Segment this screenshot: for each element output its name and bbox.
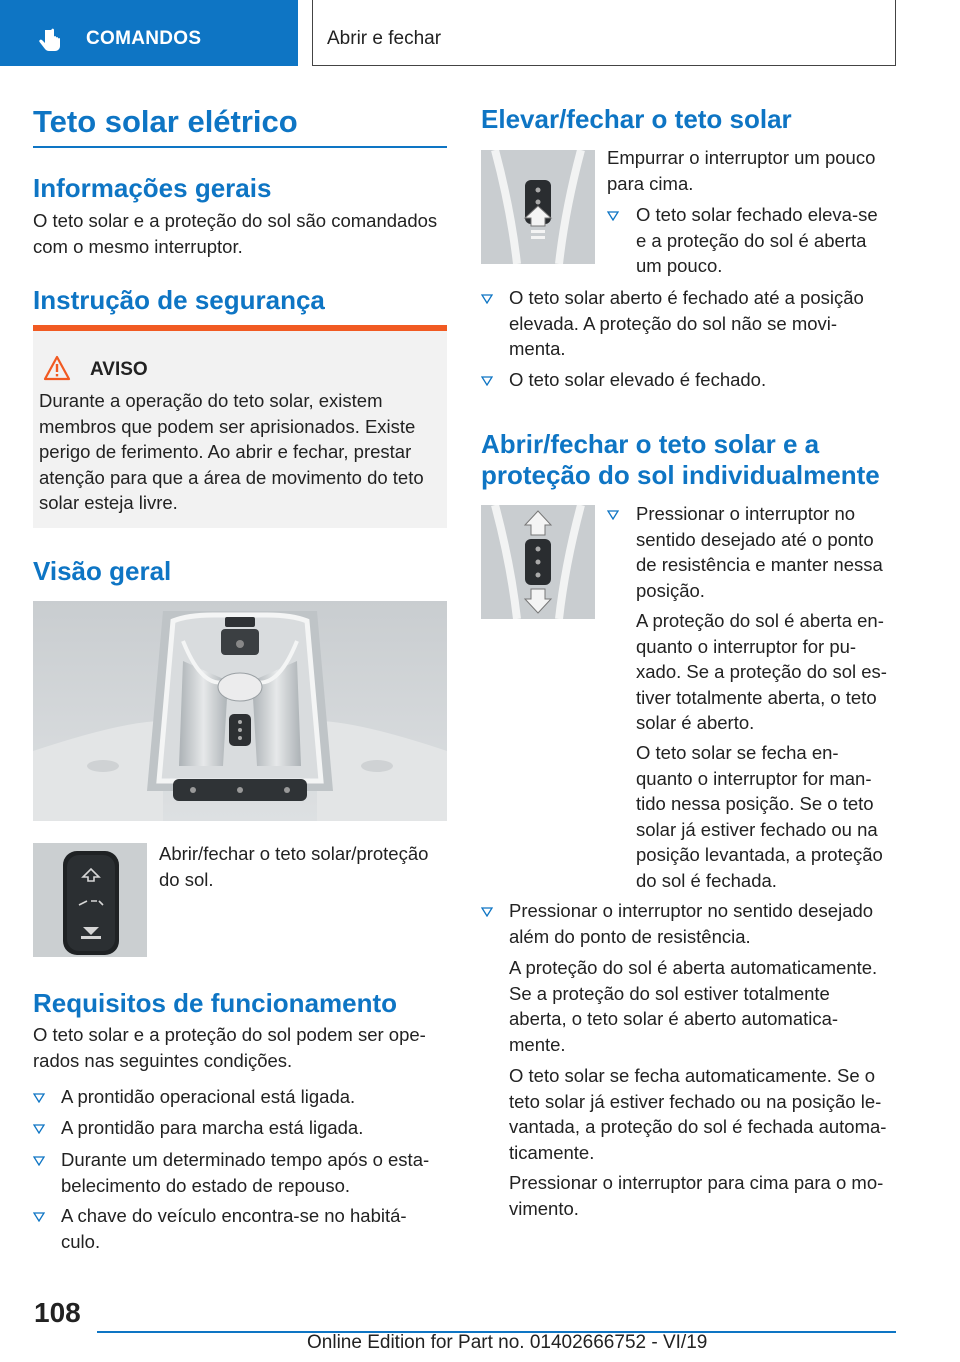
raise-intro-line: Empurrar o interruptor um pouco — [607, 147, 876, 168]
individual-paragraph-line: teto solar já estiver fechado ou na posição le- — [509, 1090, 882, 1112]
requirement-item — [33, 1084, 453, 1110]
individual-paragraph-line: mente. — [509, 1033, 566, 1055]
individual-paragraph-line: A proteção do sol é aberta en- — [636, 610, 884, 631]
individual-item — [607, 501, 897, 603]
individual-paragraph-line: quanto o interruptor for pu- — [636, 635, 857, 657]
individual-paragraph-line: O teto solar se fecha automaticamente. Se o — [509, 1065, 876, 1086]
switch-caption — [159, 841, 449, 892]
edition-text: Online Edition for Part no. 01402666752 - VI/19 — [307, 1332, 708, 1353]
individual-paragraph-line: solar já estiver fechado ou na — [636, 818, 878, 840]
section-tab-label: COMANDOS — [86, 28, 202, 49]
individual-paragraph-line: solar é aberto. — [636, 712, 755, 733]
individual-paragraph — [509, 1063, 909, 1165]
requirement-text: belecimento do estado de repouso. — [61, 1174, 351, 1196]
bullet-triangle-icon — [33, 1156, 45, 1166]
overview-heading: Visão geral — [33, 556, 172, 586]
warning-title: AVISO — [90, 359, 148, 380]
individual-paragraph-line: do sol é fechada. — [636, 869, 777, 891]
bullet-triangle-icon — [607, 510, 619, 520]
bullet-triangle-icon — [33, 1093, 45, 1103]
warning-text — [39, 388, 439, 516]
individual-paragraph — [636, 608, 898, 736]
individual-paragraph-line: quanto o interruptor for man- — [636, 767, 872, 789]
roof-switch-illustration — [33, 843, 147, 957]
raise-item-text: O teto solar fechado eleva-se — [636, 204, 878, 225]
raise-item — [481, 285, 901, 362]
bullet-triangle-icon — [33, 1124, 45, 1134]
raise-item-text: O teto solar elevado é fechado. — [509, 369, 767, 390]
individual-paragraph-line: tido nessa posição. Se o teto — [636, 793, 874, 814]
overhead-console-illustration — [33, 601, 447, 821]
requirement-text: Durante um determinado tempo após o esta- — [61, 1149, 430, 1170]
requirement-item — [33, 1203, 453, 1254]
individual-item-text: posição. — [636, 579, 705, 601]
individual-paragraph-line: xado. Se a proteção do sol es- — [636, 661, 887, 682]
individual-paragraph-line: ticamente. — [509, 1141, 595, 1163]
individual-switch-illustration — [481, 505, 595, 619]
individual-item-text: além do ponto de resistência. — [509, 925, 751, 947]
switch-caption-line: Abrir/fechar o teto solar/proteção — [159, 843, 429, 864]
chapter-header — [312, 0, 896, 66]
requirement-item — [33, 1115, 453, 1141]
warning-triangle-icon — [43, 355, 71, 381]
individual-paragraph — [509, 1170, 909, 1221]
info-text — [33, 208, 453, 259]
individual-item-text: Pressionar o interruptor no sentido desejado — [509, 900, 874, 921]
raise-item-text: elevada. A proteção do sol não se movi- — [509, 312, 838, 334]
warning-line: atenção para que a área de movimento do teto — [39, 466, 424, 488]
title-rule — [33, 146, 447, 148]
raise-heading: Elevar/fechar o teto solar — [481, 104, 792, 134]
warning-line: Durante a operação do teto solar, existem — [39, 390, 383, 411]
individual-paragraph-line: aberta, o teto solar é aberto automatica- — [509, 1008, 839, 1029]
bullet-triangle-icon — [481, 907, 493, 917]
requirement-text: A prontidão para marcha está ligada. — [61, 1117, 364, 1138]
page-number: 108 — [34, 1297, 81, 1328]
individual-paragraph-line: tiver totalmente aberta, o teto — [636, 686, 877, 708]
individual-item — [481, 898, 901, 949]
warning-line: solar esteja livre. — [39, 492, 178, 513]
requirement-text: culo. — [61, 1230, 101, 1252]
individual-item-text: Pressionar o interruptor no — [636, 503, 856, 524]
section-tab[interactable] — [0, 0, 298, 66]
raise-intro — [607, 145, 897, 196]
chapter-title: Abrir e fechar — [327, 28, 442, 49]
overhead-console-image — [33, 601, 447, 821]
switch-caption-line: do sol. — [159, 868, 214, 890]
raise-switch-image — [481, 150, 595, 264]
individual-paragraph-line: Se a proteção do sol estiver totalmente — [509, 982, 830, 1004]
individual-paragraph-line: vimento. — [509, 1197, 579, 1219]
info-heading: Informações gerais — [33, 173, 272, 203]
raise-item-text: e a proteção do sol é aberta — [636, 229, 867, 251]
requirements-line: O teto solar e a proteção do sol podem ser ope- — [33, 1024, 426, 1045]
bullet-triangle-icon — [481, 294, 493, 304]
requirement-text: A prontidão operacional está ligada. — [61, 1086, 356, 1107]
raise-item-text: menta. — [509, 338, 566, 359]
safety-heading: Instrução de segurança — [33, 285, 325, 315]
bullet-triangle-icon — [33, 1212, 45, 1222]
raise-item — [607, 202, 897, 279]
bullet-triangle-icon — [607, 211, 619, 221]
individual-paragraph-line: O teto solar se fecha en- — [636, 742, 839, 763]
individual-paragraph-line: Pressionar o interruptor para cima para o mo- — [509, 1172, 884, 1193]
requirement-item — [33, 1147, 453, 1198]
warning-box — [33, 325, 447, 528]
requirements-line: rados nas seguintes condições. — [33, 1049, 293, 1071]
warning-line: perigo de ferimento. Ao abrir e fechar, prestar — [39, 441, 412, 462]
individual-heading-line: Abrir/fechar o teto solar e a — [481, 429, 820, 459]
individual-paragraph — [636, 740, 898, 893]
hand-pointer-icon — [36, 27, 64, 55]
roof-switch-image — [33, 843, 147, 957]
individual-paragraph-line: vantada, a proteção do sol é fechada automa- — [509, 1116, 887, 1137]
raise-intro-line: para cima. — [607, 172, 694, 194]
individual-heading — [481, 429, 880, 491]
info-line: O teto solar e a proteção do sol são comandados — [33, 210, 438, 231]
bullet-triangle-icon — [481, 376, 493, 386]
page-title: Teto solar elétrico — [33, 104, 298, 139]
requirements-intro — [33, 1022, 453, 1073]
requirements-heading: Requisitos de funcionamento — [33, 988, 398, 1018]
individual-paragraph-line: A proteção do sol é aberta automaticamente. — [509, 957, 878, 978]
individual-item-text: de resistência e manter nessa — [636, 554, 883, 575]
raise-switch-illustration — [481, 150, 595, 264]
requirement-text: A chave do veículo encontra-se no habitá- — [61, 1205, 407, 1226]
raise-item-text: um pouco. — [636, 255, 723, 276]
raise-item — [481, 367, 901, 393]
individual-paragraph — [509, 955, 909, 1057]
warning-line: membros que podem ser aprisionados. Existe — [39, 415, 416, 437]
individual-switch-image — [481, 505, 595, 619]
info-line: com o mesmo interruptor. — [33, 235, 243, 257]
individual-item-text: sentido desejado até o ponto — [636, 528, 874, 550]
individual-paragraph-line: posição levantada, a proteção — [636, 844, 883, 865]
individual-heading-line: proteção do sol individualmente — [481, 460, 880, 490]
raise-item-text: O teto solar aberto é fechado até a posição — [509, 287, 864, 308]
